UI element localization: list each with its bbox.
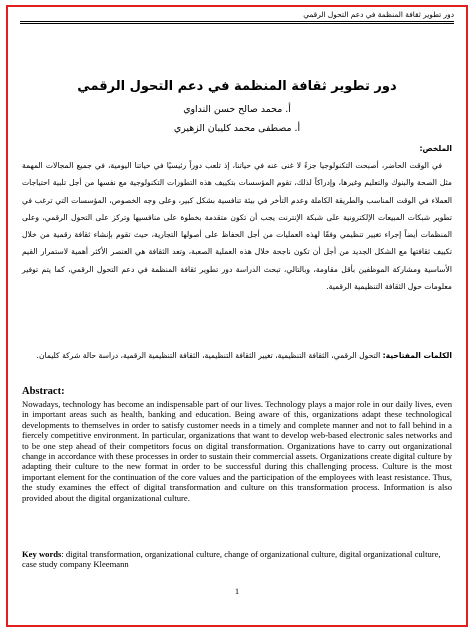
english-keywords-label: Key words — [22, 549, 62, 559]
author-2: أ. مصطفى محمد كليبان الزهيري — [173, 123, 301, 134]
english-keywords-text: : digital transformation, organizational culture, change of organizational culture, digital organizational culture, case study company Kleemann — [22, 549, 441, 570]
arabic-keywords — [22, 347, 452, 364]
paper-title: دور تطوير ثقافة المنظمة في دعم التحول الرقمي — [77, 79, 397, 94]
arabic-keywords-text: التحول الرقمي، الثقافة التنظيمية، تغيير الثقافة التنظيمية، الثقافة التنظيمية الرقمية، دراسة حالة شركة كليمان. — [36, 351, 381, 360]
header-rule-secondary — [20, 23, 454, 24]
arabic-keywords-label: الكلمات المفتاحية: — [382, 351, 452, 360]
header-rule — [20, 21, 454, 22]
author-1: أ. محمد صالح حسن النداوي — [183, 104, 291, 115]
arabic-abstract-body: في الوقت الحاضر، أصبحت التكنولوجيا جزءً لا غنى عنه في حياتنا، إذ تلعب دوراً رئيسيًا في حياتنا اليومية، في جميع المجالات المهمة مثل الصحة والبنوك والتعليم وغيرها، وإدراكاً لذلك، تقوم المؤسسات بتكييف هذه التطورات التكنولوجية مع نفسها من أجل تلبية احتياجات العملاء في الوقت المناسب والطريقة الكاملة وعدم التأخر في بيئة تنافسية بشكل كبير، وعلى وجه الخصوص، المؤسسات التي ترغب في تطوير شبكات المبيعات الإلكترونية على شبكة الإنترنت يجب أن تكون متقدمة بخطوة على منافسيها وتركز على التحول الرقمي، وعلى المنظمات أيضاً إجراء تغيير تنظيمي وفقًا لهذه العمليات من أجل الحفاظ على أصولها التجارية، حيث تقوم بإنشاء ثقافة رقمية من خلال تكييف ثقافتها مع الشكل الجديد من أجل أن تكون ناجحة خلال هذه العملية الصعبة، وتعد الثقافة هي العنصر الأكثر أهمية لاستمرار القيم الأساسية ومشاركة الموظفين بأقل مقاومة، وبالتالي، تبحث الدراسة دور تطوير ثقافة المنظمة في دعم التحول الرقمي، كما يتم توفير معلومات حول الثقافة التنظيمية الرقمية. — [22, 161, 452, 292]
english-abstract-body: Nowadays, technology has become an indispensable part of our lives. Technology plays a major role in our daily lives, even in important areas such as health, banking and education. Being aware of this, organizations adapt these technological developments to themselves in order to satisfy customer needs in a timely and complete manner and not to fall behind in a fiercely competitive environment. In particular, organizations that want to develop web-based electronic sales networks and to be one step ahead of their competitors focus on digital transformation. Organizations have to carry out organizational change in accordance with these processes in order to sustain their commercial assets. Organizations create digital culture by adapting their culture to the new format in order to be successful during this challenging process. Culture is the most important element for the continuation of the core values and the participation of the employees with least resistance. Thus, the study examines the effect of digital transformation and culture on this transformation process. Information is also provided about the digital organizational culture. — [22, 399, 452, 503]
english-keywords — [22, 549, 452, 570]
arabic-abstract-heading: الملخص: — [419, 144, 452, 153]
page-border — [6, 5, 468, 627]
english-abstract-heading: Abstract: — [22, 386, 65, 397]
running-head: دور تطوير ثقافة المنظمة في دعم التحول الرقمي — [303, 10, 454, 19]
page-number: 1 — [234, 586, 240, 596]
